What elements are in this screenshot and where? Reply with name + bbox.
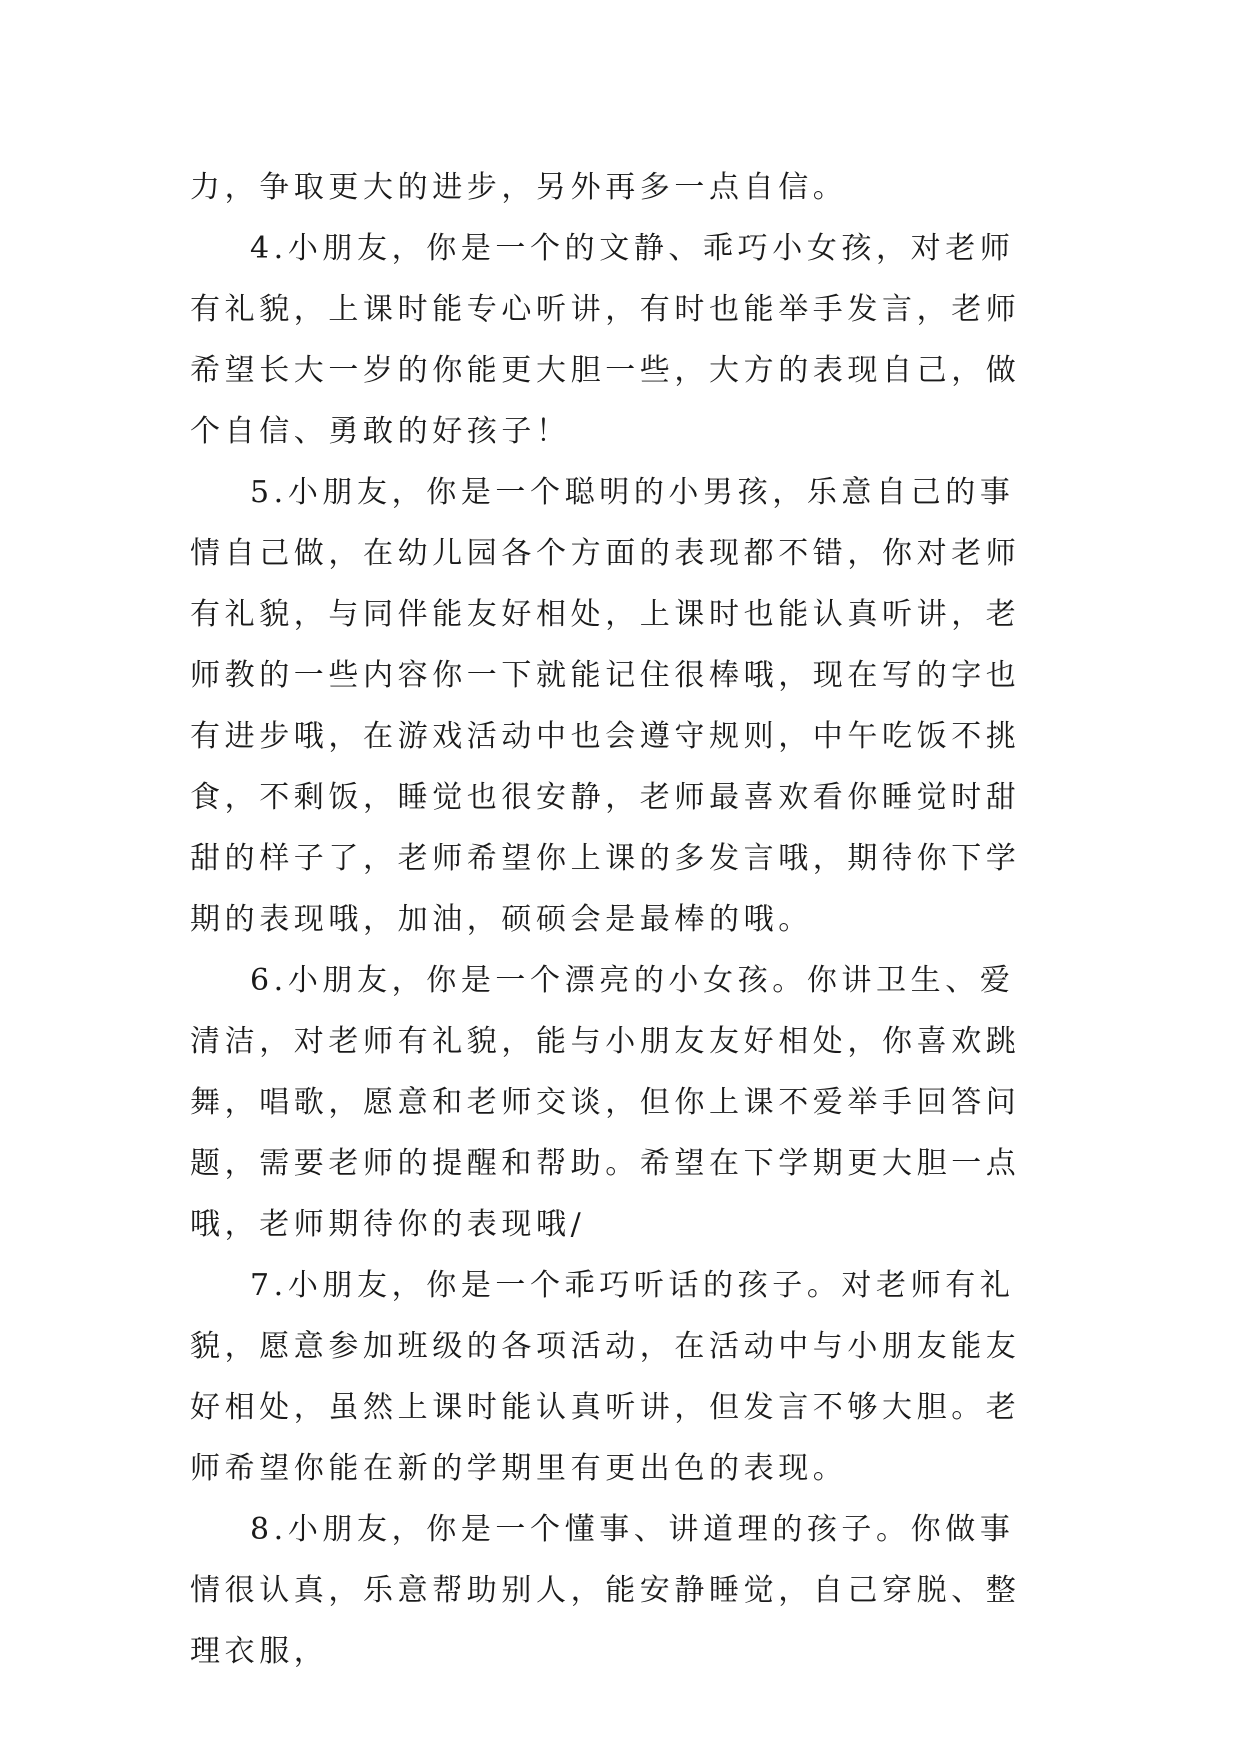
paragraph-item-8: 8.小朋友，你是一个懂事、讲道理的孩子。你做事情很认真，乐意帮助别人，能安静睡觉，自己穿脱、整理衣服， [190,1512,1021,1669]
paragraph-item-5: 5.小朋友，你是一个聪明的小男孩，乐意自己的事情自己做，在幼儿园各个方面的表现都不错，你对老师有礼貌，与同伴能友好相处，上课时也能认真听讲，老师教的一些内容你一下就能记住很棒哦，现在写的字也有进步哦，在游戏活动中也会遵守规则，中午吃饭不挑食，不剩饭，睡觉也很安静，老师最喜欢看你睡觉时甜甜的样子了，老师希望你上课的多发言哦，期待你下学期的表现哦，加油，硕硕会是最棒的哦。 [190,475,1021,937]
paragraph-item-4: 4.小朋友，你是一个的文静、乖巧小女孩，对老师有礼貌，上课时能专心听讲，有时也能举手发言，老师希望长大一岁的你能更大胆一些，大方的表现自己，做个自信、勇敢的好孩子！ [190,231,1021,449]
paragraph-continuation: 力，争取更大的进步，另外再多一点自信。 [190,170,848,205]
paragraph-item-7: 7.小朋友，你是一个乖巧听话的孩子。对老师有礼貌，愿意参加班级的各项活动，在活动中与小朋友能友好相处，虽然上课时能认真听讲，但发言不够大胆。老师希望你能在新的学期里有更出色的表现。 [190,1268,1021,1486]
paragraph-item-6: 6.小朋友，你是一个漂亮的小女孩。你讲卫生、爱清洁，对老师有礼貌，能与小朋友友好相处，你喜欢跳舞，唱歌，愿意和老师交谈，但你上课不爱举手回答问题，需要老师的提醒和帮助。希望在下学期更大胆一点哦，老师期待你的表现哦/ [190,963,1021,1242]
document-body [190,157,1042,1682]
